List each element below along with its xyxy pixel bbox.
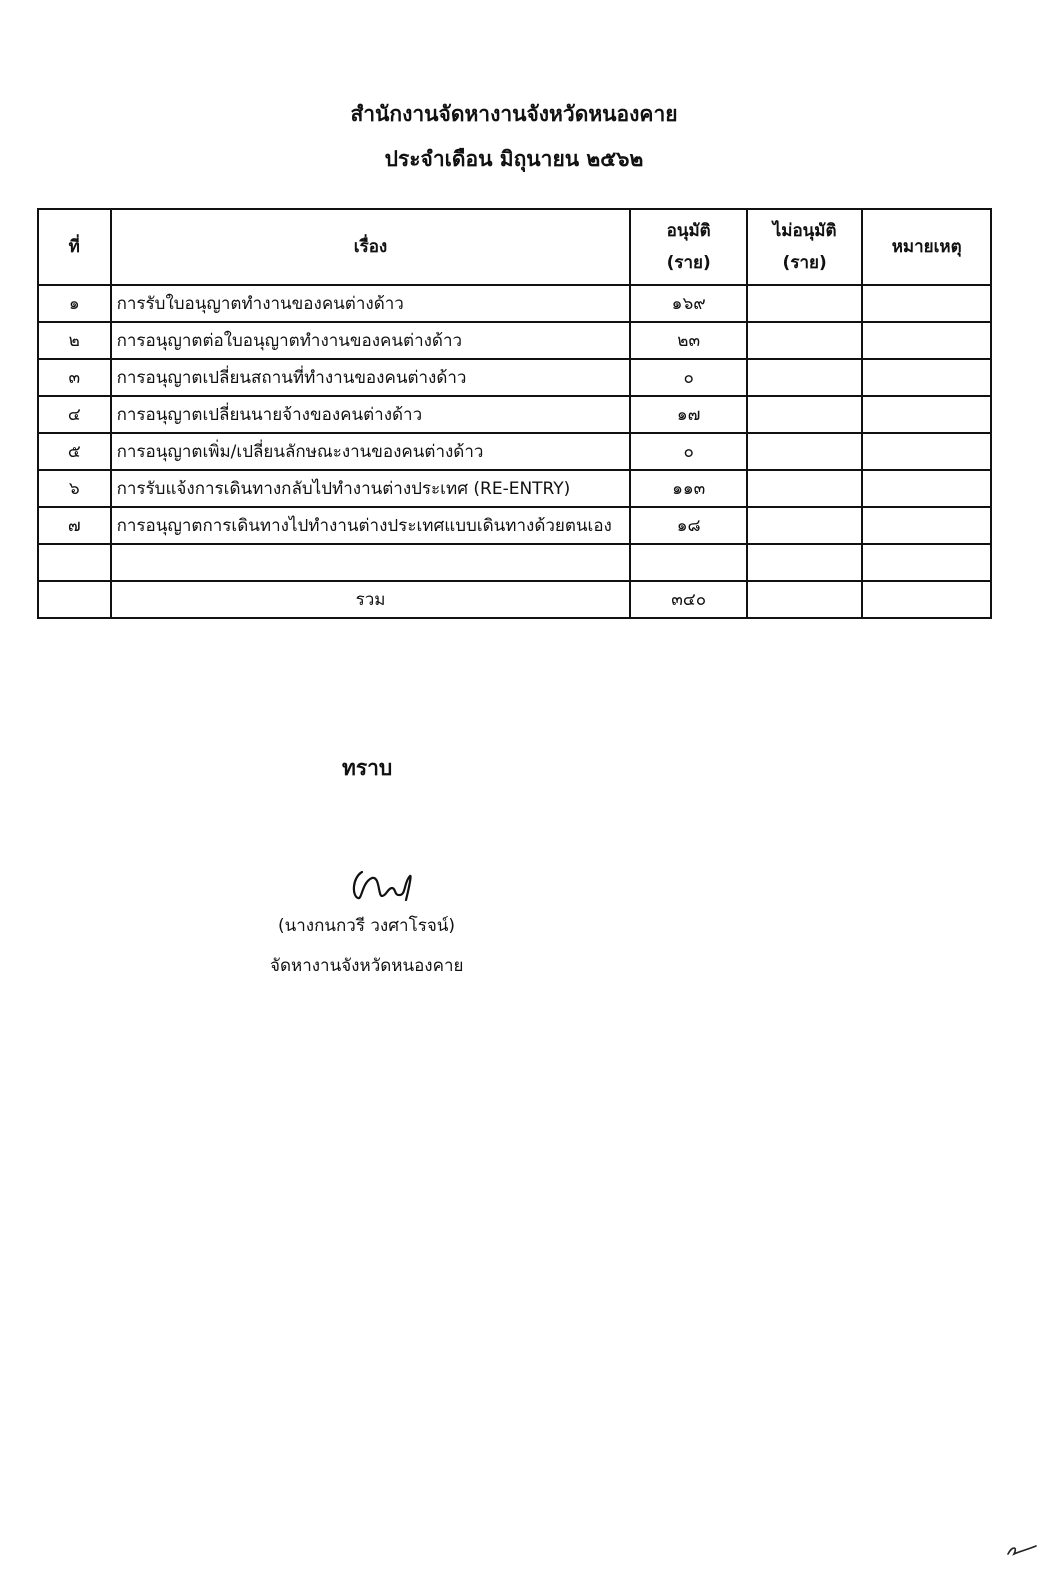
signatory-position: จัดหางานจังหวัดหนองคาย bbox=[270, 956, 464, 976]
corner-mark bbox=[1004, 1538, 1040, 1560]
row-subject: การอนุญาตต่อใบอนุญาตทำงานของคนต่างด้าว bbox=[111, 322, 631, 359]
row-approved: ๒๓ bbox=[630, 322, 746, 359]
total-remark bbox=[862, 581, 991, 618]
row-no: ๔ bbox=[38, 396, 111, 433]
table-row bbox=[38, 433, 991, 470]
total-no bbox=[38, 581, 111, 618]
row-disapproved bbox=[747, 285, 862, 322]
row-subject: การอนุญาตเปลี่ยนนายจ้างของคนต่างด้าว bbox=[111, 396, 631, 433]
row-disapproved bbox=[747, 544, 862, 581]
row-approved bbox=[630, 544, 746, 581]
row-remark bbox=[862, 507, 991, 544]
table-header-row bbox=[38, 209, 991, 285]
header-subject: เรื่อง bbox=[111, 209, 631, 285]
total-approved: ๓๔๐ bbox=[630, 581, 746, 618]
table-row bbox=[38, 285, 991, 322]
row-no: ๖ bbox=[38, 470, 111, 507]
table-row bbox=[38, 470, 991, 507]
row-approved: ๑๘ bbox=[630, 507, 746, 544]
office-title: สำนักงานจัดหางานจังหวัดหนองคาย bbox=[350, 102, 678, 126]
row-disapproved bbox=[747, 396, 862, 433]
total-row bbox=[38, 581, 991, 618]
row-remark bbox=[862, 470, 991, 507]
row-no: ๒ bbox=[38, 322, 111, 359]
signature bbox=[348, 862, 428, 906]
row-no: ๗ bbox=[38, 507, 111, 544]
acknowledge-text: ทราบ bbox=[342, 756, 393, 780]
row-approved: ๑๗ bbox=[630, 396, 746, 433]
row-no: ๓ bbox=[38, 359, 111, 396]
row-no: ๑ bbox=[38, 285, 111, 322]
header-remark: หมายเหตุ bbox=[862, 209, 991, 285]
row-approved: ๑๖๙ bbox=[630, 285, 746, 322]
row-subject: การรับแจ้งการเดินทางกลับไปทำงานต่างประเทศ (RE-ENTRY) bbox=[111, 470, 631, 507]
row-no: ๕ bbox=[38, 433, 111, 470]
header-approved: อนุมัติ (ราย) bbox=[630, 209, 746, 285]
period-title: ประจำเดือน มิถุนายน ๒๕๖๒ bbox=[384, 147, 644, 171]
table-row bbox=[38, 544, 991, 581]
table-row bbox=[38, 322, 991, 359]
row-remark bbox=[862, 544, 991, 581]
total-disapproved bbox=[747, 581, 862, 618]
header-disapproved: ไม่อนุมัติ (ราย) bbox=[747, 209, 862, 285]
row-disapproved bbox=[747, 507, 862, 544]
header-no: ที่ bbox=[38, 209, 111, 285]
table-row bbox=[38, 396, 991, 433]
row-disapproved bbox=[747, 470, 862, 507]
row-remark bbox=[862, 322, 991, 359]
row-remark bbox=[862, 285, 991, 322]
row-disapproved bbox=[747, 359, 862, 396]
table-row bbox=[38, 359, 991, 396]
row-disapproved bbox=[747, 322, 862, 359]
row-remark bbox=[862, 433, 991, 470]
row-disapproved bbox=[747, 433, 862, 470]
row-approved: ๐ bbox=[630, 359, 746, 396]
row-subject: การอนุญาตเปลี่ยนสถานที่ทำงานของคนต่างด้าว bbox=[111, 359, 631, 396]
row-subject: การรับใบอนุญาตทำงานของคนต่างด้าว bbox=[111, 285, 631, 322]
row-approved: ๑๑๓ bbox=[630, 470, 746, 507]
row-remark bbox=[862, 359, 991, 396]
row-subject bbox=[111, 544, 631, 581]
report-table bbox=[37, 208, 992, 619]
row-remark bbox=[862, 396, 991, 433]
row-subject: การอนุญาตการเดินทางไปทำงานต่างประเทศแบบเดินทางด้วยตนเอง bbox=[111, 507, 631, 544]
table-row bbox=[38, 507, 991, 544]
signatory-name: (นางกนกวรี วงศาโรจน์) bbox=[278, 916, 456, 936]
total-label: รวม bbox=[111, 581, 631, 618]
row-subject: การอนุญาตเพิ่ม/เปลี่ยนลักษณะงานของคนต่างด้าว bbox=[111, 433, 631, 470]
row-no bbox=[38, 544, 111, 581]
row-approved: ๐ bbox=[630, 433, 746, 470]
